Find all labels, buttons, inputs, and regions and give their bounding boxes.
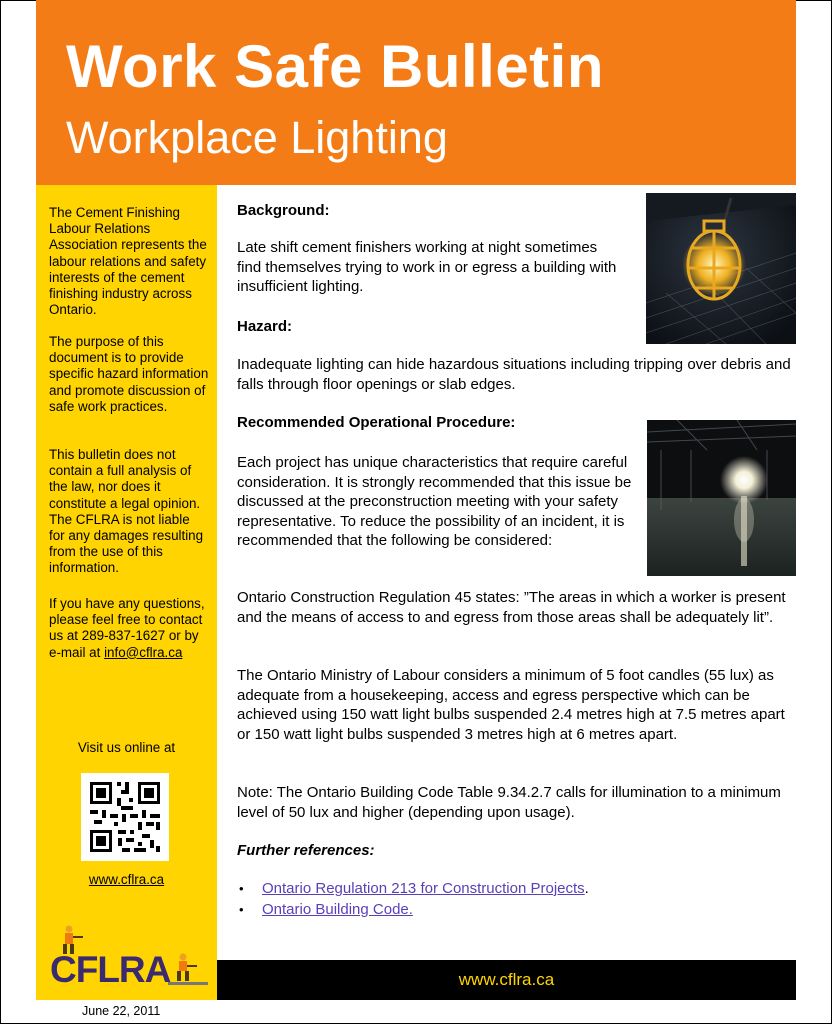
qr-code[interactable] bbox=[81, 773, 169, 861]
regulation-text: Ontario Construction Regulation 45 states: ”The areas in which a worker is present and the means of access to and egress from those areas shall be adequately lit”. bbox=[237, 589, 786, 626]
hazard-heading: Hazard: bbox=[237, 318, 293, 335]
background-text: Late shift cement finishers working at night sometimes find themselves trying to work in or egress a building with insufficient lighting. bbox=[237, 239, 617, 296]
ontario-regulation-link[interactable]: Ontario Regulation 213 for Construction Projects bbox=[262, 880, 585, 897]
worker-figure-right bbox=[168, 954, 208, 986]
hazard-text: Inadequate lighting can hide hazardous situations including tripping over debris and falls through floor openings or slab edges. bbox=[237, 356, 791, 393]
header-banner bbox=[36, 0, 796, 185]
visit-label: Visit us online at bbox=[77, 740, 176, 755]
email-link[interactable]: info@cflra.ca bbox=[104, 644, 183, 660]
sidebar bbox=[36, 185, 217, 1000]
bulletin-title: Work Safe Bulletin bbox=[66, 33, 604, 100]
sidebar-contact-text: If you have any questions, please feel free to contact us at 289-837-1627 or by e-mail at bbox=[49, 596, 205, 660]
work-light-photo bbox=[646, 193, 796, 344]
sidebar-contact bbox=[49, 596, 209, 661]
ministry-text: The Ontario Ministry of Labour considers a minimum of 5 foot candles (55 lux) as adequate from a housekeeping, access and egress perspective which can be achieved using 150 watt light bulbs suspended 2.4 metres high at 7.5 metres apart or 150 watt light bulbs suspended 3 metres high at 6 metres apart. bbox=[237, 667, 785, 743]
background-heading: Background: bbox=[237, 202, 330, 219]
footer-website[interactable]: www.cflra.ca bbox=[458, 970, 555, 989]
publish-date: June 22, 2011 bbox=[82, 1004, 161, 1018]
building-code-link[interactable]: Ontario Building Code. bbox=[262, 901, 413, 918]
procedure-heading: Recommended Operational Procedure: bbox=[237, 414, 516, 431]
logo-text: CFLRA bbox=[50, 949, 171, 990]
sidebar-about: The Cement Finishing Labour Relations Association represents the labour relations and safety interests of the cement finishing industry across Ontario. bbox=[49, 205, 207, 318]
sidebar-disclaimer: This bulletin does not contain a full analysis of the law, nor does it constitute a legal opinion. The CFLRA is not liable for any damages resulting from the use of this information. bbox=[49, 447, 204, 576]
footer-bar bbox=[217, 960, 796, 1000]
cflra-logo bbox=[48, 925, 210, 990]
lit-floor-photo bbox=[647, 420, 796, 576]
bulletin-subtitle: Workplace Lighting bbox=[66, 112, 448, 163]
list-item bbox=[237, 899, 589, 920]
further-references-heading: Further references: bbox=[237, 842, 375, 859]
note-text: Note: The Ontario Building Code Table 9.34.2.7 calls for illumination to a minimum level of 50 lux and higher (depending upon usage). bbox=[237, 784, 781, 821]
reference-suffix: . bbox=[584, 880, 589, 897]
sidebar-website-link[interactable]: www.cflra.ca bbox=[88, 872, 165, 887]
references-list bbox=[237, 878, 589, 920]
sidebar-purpose: The purpose of this document is to provide specific hazard information and promote discussion of safe work practices. bbox=[49, 334, 209, 414]
procedure-text: Each project has unique characteristics that require careful consideration. It is strongly recommended that this issue be discussed at the preconstruction meeting with your safety representative. To reduce the possibility of an incident, it is recommended that the following be considered: bbox=[237, 454, 632, 550]
list-item bbox=[237, 878, 589, 899]
